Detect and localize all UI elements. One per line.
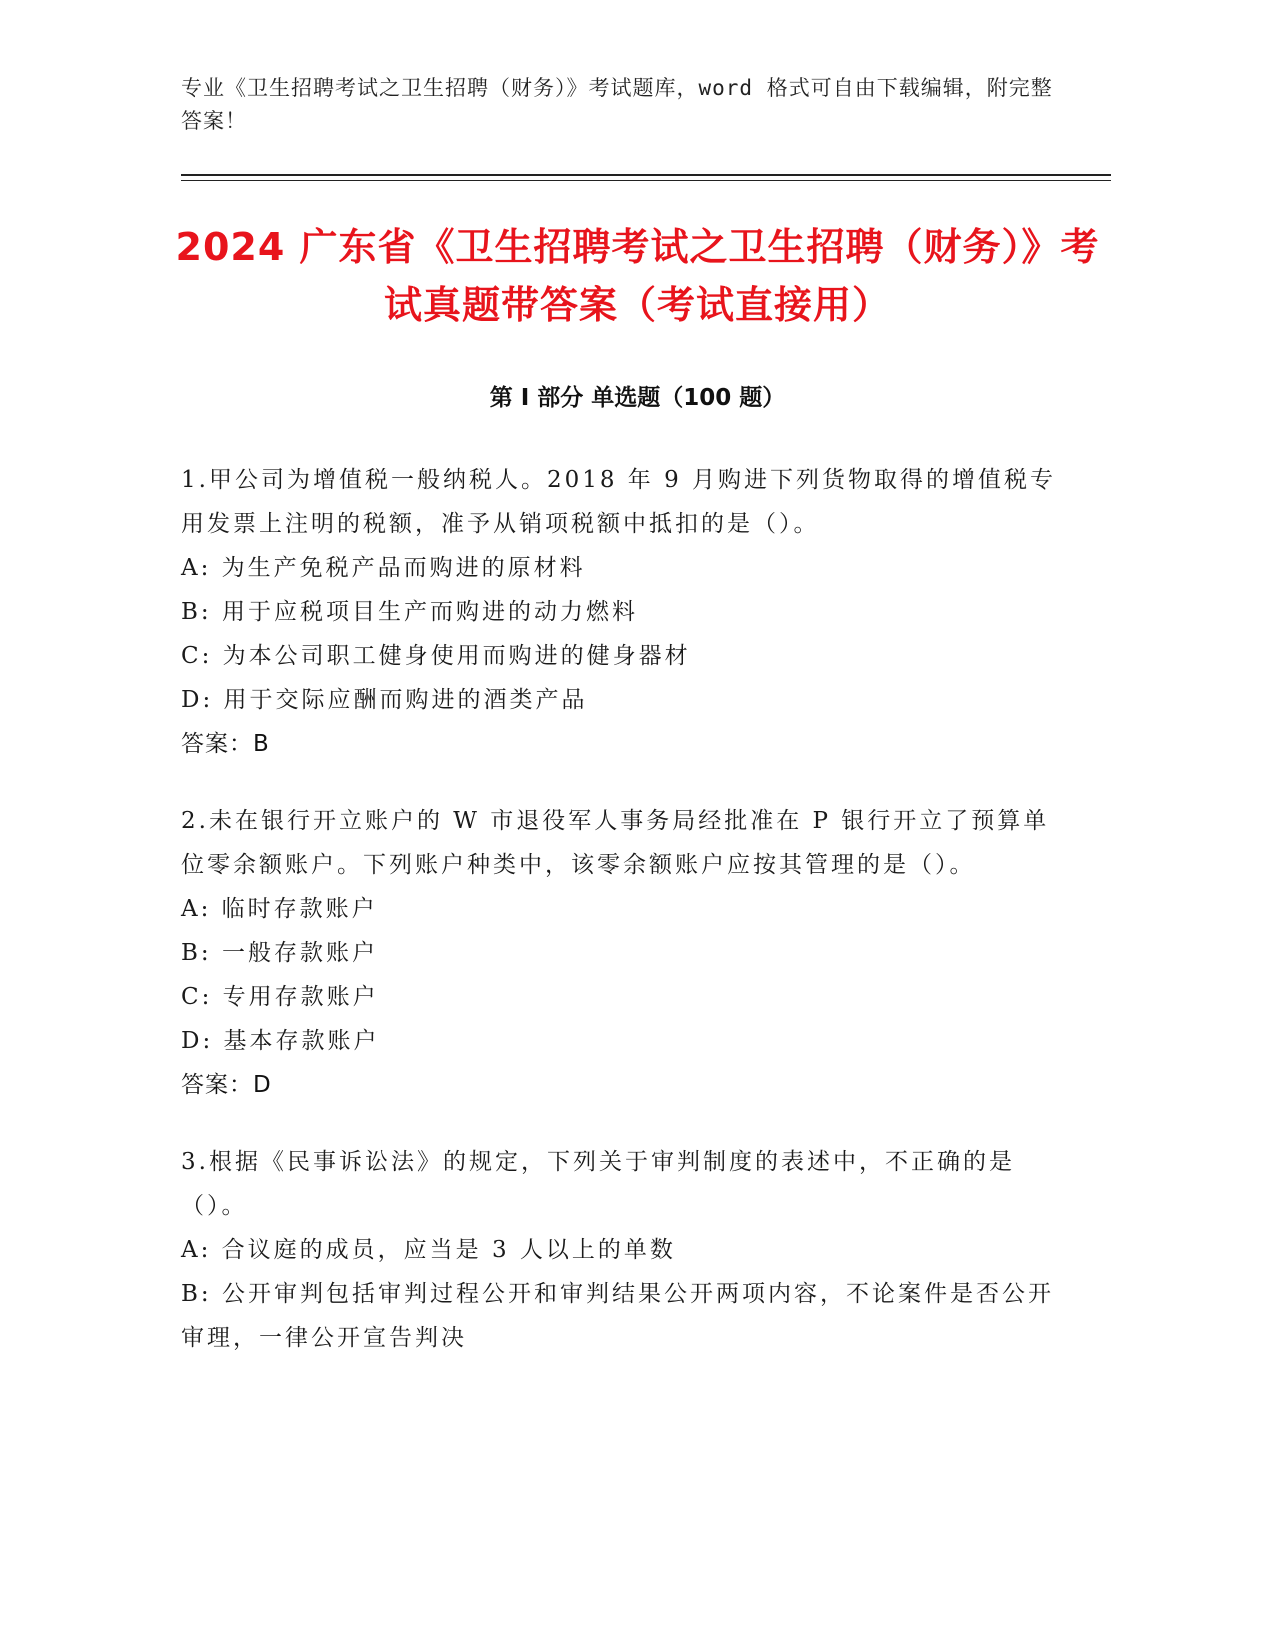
option-a: A: 为生产免税产品而购进的原材料 bbox=[181, 555, 586, 581]
option-b: B: 一般存款账户 bbox=[181, 940, 378, 966]
question-2 bbox=[181, 799, 1061, 1107]
question-list bbox=[181, 458, 1061, 1393]
question-1 bbox=[181, 458, 1061, 766]
option-c: C: 为本公司职工健身使用而购进的健身器材 bbox=[181, 643, 691, 669]
header-divider-thick bbox=[181, 174, 1111, 176]
option-d: D: 用于交际应酬而购进的酒类产品 bbox=[181, 687, 588, 713]
option-b: B: 用于应税项目生产而购进的动力燃料 bbox=[181, 599, 638, 625]
option-b: B: 公开审判包括审判过程公开和审判结果公开两项内容，不论案件是否公开审理，一律公开宣告判决 bbox=[181, 1281, 1054, 1351]
question-stem: 1.甲公司为增值税一般纳税人。2018 年 9 月购进下列货物取得的增值税专用发票上注明的税额，准予从销项税额中抵扣的是（）。 bbox=[181, 467, 1057, 537]
question-3 bbox=[181, 1140, 1061, 1360]
option-a: A: 合议庭的成员，应当是 3 人以上的单数 bbox=[181, 1237, 676, 1263]
question-stem: 2.未在银行开立账户的 W 市退役军人事务局经批准在 P 银行开立了预算单位零余额账户。下列账户种类中，该零余额账户应按其管理的是（）。 bbox=[181, 808, 1050, 878]
document-title: 2024 广东省《卫生招聘考试之卫生招聘（财务）》考试真题带答案（考试直接用） bbox=[175, 225, 1100, 327]
question-stem: 3.根据《民事诉讼法》的规定，下列关于审判制度的表述中，不正确的是（）。 bbox=[181, 1149, 1015, 1219]
header-note: 专业《卫生招聘考试之卫生招聘（财务）》考试题库，word 格式可自由下载编辑，附完整答案！ bbox=[181, 76, 1053, 133]
option-a: A: 临时存款账户 bbox=[181, 896, 378, 922]
section-title: 第 I 部分 单选题（100 题） bbox=[489, 385, 786, 411]
option-c: C: 专用存款账户 bbox=[181, 984, 379, 1010]
option-d: D: 基本存款账户 bbox=[181, 1028, 380, 1054]
answer-label: 答案：B bbox=[181, 731, 270, 757]
header-divider-thin bbox=[181, 180, 1111, 181]
answer-label: 答案：D bbox=[181, 1072, 272, 1098]
